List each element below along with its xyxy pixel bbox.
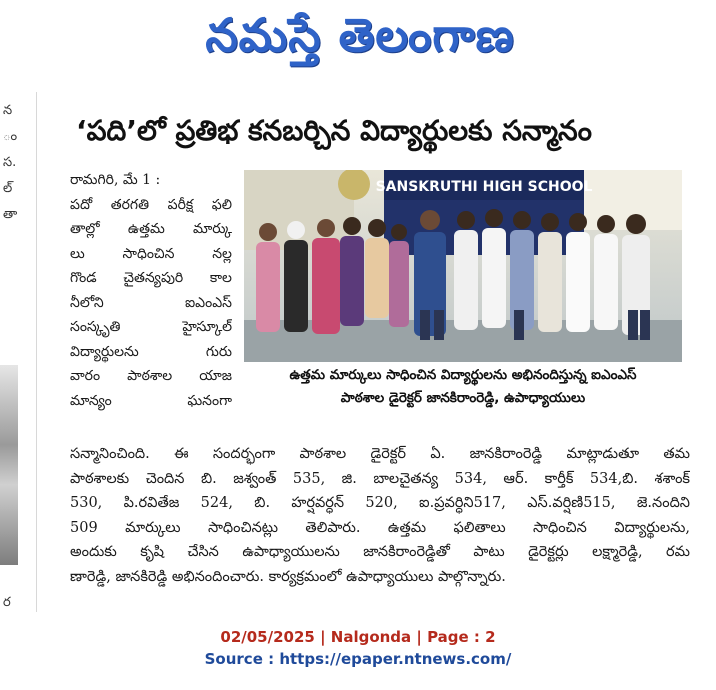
fragment-line: ల్ <box>3 181 13 196</box>
caption-line: ఉత్తమ మార్కులు సాధించిన విద్యార్థులను అభినందిస్తున్న ఐఎంఎస్ <box>289 367 637 383</box>
body-line: అందుకు కృషి చేసిన ఉపాధ్యాయులను జానకిరాంరెడ్డితో పాటు డైరెక్టర్లు లక్ష్మారెడ్డి, రమ <box>70 544 690 560</box>
banner-text: SANSKRUTHI HIGH SCHOOL <box>375 179 593 195</box>
article-headline: ‘పది’లో ప్రతిభ కనబర్చిన విద్యార్థులకు సన్మానం <box>76 114 592 147</box>
caption-line: పాఠశాల డైరెక్టర్ జానకిరాంరెడ్డి, ఉపాధ్యాయులు <box>340 390 586 406</box>
body-line: పాఠశాలకు చెందిన బి. జశ్వంత్ 535, జి. బాలచైతన్య 534, ఆర్. కార్తీక్ 534,బి. శశాంక్ <box>70 470 690 487</box>
fragment-line: తా <box>3 207 18 222</box>
newspaper-masthead: నమస్తే తెలంగాణ <box>205 8 515 62</box>
article-photo <box>244 170 682 362</box>
fragment-line: ం <box>3 129 18 144</box>
body-line: 530, పి.రవితేజ 524, బి. హర్షవర్ధన్ 520, ఐ.ప్రవర్ధిని517, ఎస్.వర్షిణి515, జె.నందిని <box>70 495 690 511</box>
fragment-line: ర <box>3 595 11 610</box>
body-line: మాన్యం ఘనంగా <box>70 392 232 409</box>
body-line: సన్మానించింది. ఈ సందర్భంగా పాఠశాల డైరెక్టర్ ఏ. జానకిరాంరెడ్డి మాట్లాడుతూ తమ <box>70 446 690 462</box>
body-line: తాల్లో ఉత్తమ మార్కు <box>70 221 232 237</box>
article-body-column <box>70 168 232 413</box>
fragment-line: స. <box>3 155 17 170</box>
body-line: ణారెడ్డి, జానకిరెడ్డి అభినందించారు. కార్యక్రమంలో ఉపాధ్యాయులు పాల్గొన్నారు. <box>70 568 506 585</box>
dateline: రామగిరి, మే 1 : <box>70 172 161 188</box>
clipping-footer <box>0 626 716 670</box>
body-line: 509 మార్కులు సాధించినట్లు తెలిపారు. ఉత్తమ ఫలితాలు సాధించిన విద్యార్థులను, <box>70 519 690 536</box>
edition-info: 02/05/2025 | Nalgonda | Page : 2 <box>220 628 496 646</box>
fragment-line: న <box>3 103 13 118</box>
article-body-full <box>70 442 690 589</box>
body-line: పదో తరగతి పరీక్ష ఫలి <box>70 196 232 213</box>
body-line: సంస్కృతి హైస్కూల్ <box>70 319 232 335</box>
body-line: వారం పాఠశాల యాజ <box>70 368 232 384</box>
column-divider <box>36 92 37 612</box>
source-link[interactable]: Source : https://epaper.ntnews.com/ <box>204 650 512 668</box>
fragment-photo <box>0 365 18 565</box>
body-line: లు సాధించిన నల్ల <box>70 245 232 262</box>
adjacent-article-fragment <box>0 95 34 615</box>
photo-caption <box>244 364 682 412</box>
body-line: గొండ చైతన్యపురి కాల <box>70 270 232 286</box>
students-group-photo <box>244 170 682 362</box>
body-line: నీలోని ఐఎంఎస్ <box>70 294 232 311</box>
body-line: విద్యార్థులను గురు <box>70 343 232 360</box>
